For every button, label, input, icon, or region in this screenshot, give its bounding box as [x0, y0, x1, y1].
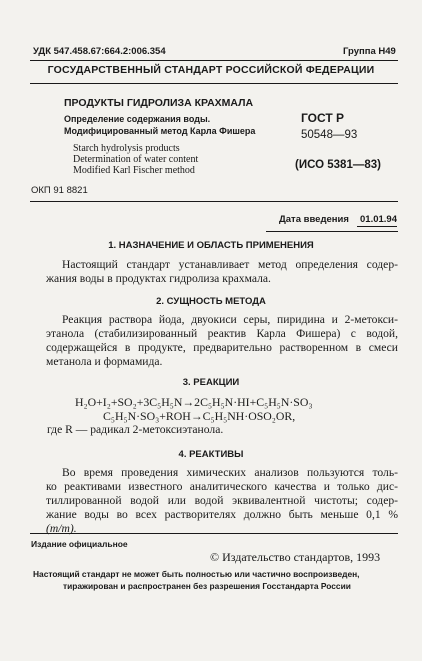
section-3-heading: 3. РЕАКЦИИ [182, 377, 240, 388]
section-2-heading: 2. СУЩНОСТЬ МЕТОДА [156, 296, 266, 307]
header-rule-top [30, 60, 398, 61]
section-2-line: Реакция раствора йода, двуокиси серы, пиридина и 2-метокси- [62, 313, 398, 326]
okp-code: ОКП 91 8821 [31, 185, 88, 196]
section-2-line: этанола (стабилизированный реактив Карла Фишера) с водой, [46, 327, 398, 340]
header-rule-bottom [30, 83, 398, 84]
section-4-line: тиллированной водой или водой эквивалентной чистоты; содер- [46, 494, 398, 507]
reaction-equation-2: C₅H₅N·SO₃+ROH→C₅H₅NH·OSO₂OR, [103, 409, 296, 423]
reaction-equation-1: H₂O+I₂+SO₂+3C₅H₅N→2C₅H₅N·HI+C₅H₅N·SO₃ [75, 395, 313, 409]
intro-date-label: Дата введения [279, 214, 349, 225]
reproduction-notice-2: тиражирован и распространен без разрешения Госстандарта России [63, 581, 351, 591]
section-4-line: ко реактивами известного аналитического качества и только дис- [46, 480, 398, 493]
gost-number: 50548—93 [301, 129, 358, 141]
standard-title-en-1: Starch hydrolysis products [73, 143, 180, 154]
intro-date-underline [357, 226, 397, 227]
standard-title-en-3: Modified Karl Fischer method [73, 165, 195, 176]
intro-date-rule [266, 231, 398, 232]
standard-subtitle-2: Модифицированный метод Карла Фишера [64, 126, 256, 136]
footer-rule [30, 533, 398, 534]
section-2-line: метанола и формамида. [46, 355, 163, 368]
intro-date-value: 01.01.94 [360, 214, 397, 225]
standard-title-ru: ПРОДУКТЫ ГИДРОЛИЗА КРАХМАЛА [64, 97, 254, 109]
section-1-line: Настоящий стандарт устанавливает метод определения содер- [62, 258, 398, 271]
standard-title-en-2: Determination of water content [73, 154, 199, 165]
section-2-text [46, 313, 398, 369]
section-1-text [46, 258, 398, 286]
section-4-text [46, 466, 398, 536]
section-2-line: содержащейся в продукте, предварительно растворенном в смеси [46, 341, 398, 354]
section-1-heading: 1. НАЗНАЧЕНИЕ И ОБЛАСТЬ ПРИМЕНЕНИЯ [108, 240, 314, 251]
iso-reference: (ИСО 5381—83) [295, 159, 381, 171]
group-code: Группа Н49 [343, 46, 396, 57]
document-header-title: ГОСУДАРСТВЕННЫЙ СТАНДАРТ РОССИЙСКОЙ ФЕДЕРАЦИИ [47, 64, 375, 76]
official-edition-label: Издание официальное [31, 539, 128, 549]
gost-label: ГОСТ Р [301, 111, 345, 125]
section-4-line: Во время проведения химических анализов пользуются толь- [62, 466, 398, 479]
udk-code: УДК 547.458.67:664.2:006.354 [33, 46, 166, 57]
title-block-rule [30, 201, 398, 202]
standard-subtitle-1: Определение содержания воды. [64, 114, 211, 124]
reproduction-notice-1: Настоящий стандарт не может быть полностью или частично воспроизведен, [33, 569, 360, 579]
section-4-line: жание воды во всех растворителях должно быть меньше 0,1 % [46, 508, 398, 521]
copyright-notice: © Издательство стандартов, 1993 [210, 550, 381, 564]
section-4-heading: 4. РЕАКТИВЫ [178, 449, 244, 460]
section-4-line: (m/m). [46, 522, 77, 535]
reaction-note: где R — радикал 2-метоксиэтанола. [47, 423, 224, 436]
section-1-line: жания воды в продуктах гидролиза крахмала. [46, 272, 271, 285]
